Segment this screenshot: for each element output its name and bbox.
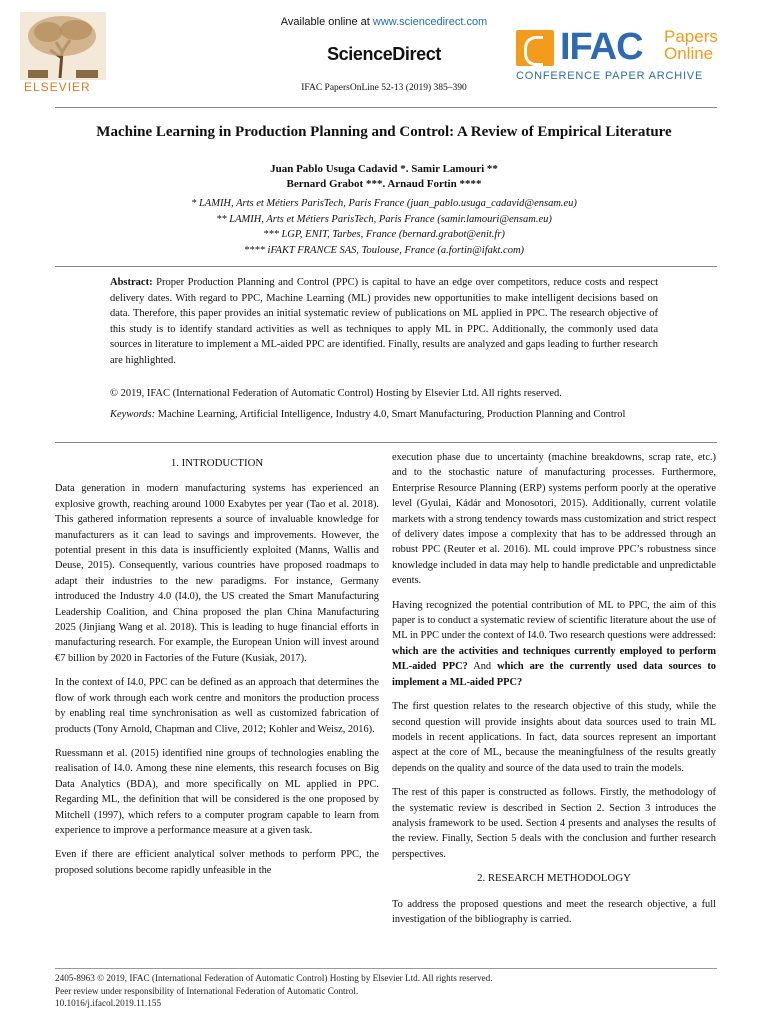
right-paragraph-2 — [392, 598, 716, 690]
footer-divider — [55, 968, 717, 969]
research-question-2: which are the currently used data sources to implement a ML-aided PPC? — [392, 661, 716, 688]
keywords-text: Machine Learning, Artificial Intelligence, Industry 4.0, Smart Manufacturing, Production Planning and Control — [155, 409, 626, 420]
intro-paragraph-4: Even if there are efficient analytical solver methods to perform PPC, the proposed solutions become rapidly unfeasible in the — [55, 849, 379, 876]
footer-copyright: 2405-8963 © 2019, IFAC (International Federation of Automatic Control) Hosting by Elsevier Ltd. All rights reserved. — [55, 973, 493, 983]
sciencedirect-logo: ScienceDirect — [327, 44, 441, 64]
affiliation-4: **** iFAKT FRANCE SAS, Toulouse, France (a.fortin@ifakt.com) — [243, 244, 525, 256]
journal-citation: IFAC PapersOnLine 52-13 (2019) 385–390 — [301, 83, 467, 93]
keywords-bottom-rule — [55, 442, 717, 443]
intro-paragraph-2: In the context of I4.0, PPC can be defined as an approach that determines the flow of work through each work centre and monitors the production process by enabling real time synchronisation as well as customized fabrication of products (Tony Arnold, Chapman and Clive, 2012; Kohler and Weisz, 2016). — [55, 677, 379, 735]
footer-peer-review: Peer review under responsibility of International Federation of Automatic Control. — [55, 985, 359, 996]
conference-archive-text: CONFERENCE PAPER ARCHIVE — [516, 70, 704, 82]
right-column — [392, 450, 716, 936]
keywords — [110, 407, 658, 423]
p2-mid: And — [467, 661, 498, 673]
affiliations — [0, 196, 768, 258]
left-column — [55, 450, 379, 887]
ifac-papersonline-logo — [516, 28, 752, 88]
intro-paragraph-3: Ruessmann et al. (2015) identified nine groups of technologies enabling the realisation of I4.0. Among these nine elements, this research focuses on Big Data Analytics (BDA), and more specifically on ML applied in PPC. Regarding ML, the definition that will be considered is the one proposed by Mitchell (1997), which refers to a computer program capable to learn from experience to improve a performance measure at a given task. — [55, 747, 379, 836]
affiliation-2: ** LAMIH, Arts et Métiers ParisTech, Paris France (samir.lamouri@ensam.eu) — [216, 213, 552, 225]
elsevier-wordmark: ELSEVIER — [24, 80, 91, 94]
section-1-heading: 1. INTRODUCTION — [170, 457, 264, 469]
right-paragraph-3: The first question relates to the research objective of this study, while the second question will provide insights about data sources used to train ML models in recent applications. In fact, data sources represent an important aspect at the core of ML, because the meaningfulness of the results greatly depends on the quality and source of the data used to train the models. — [392, 701, 716, 774]
affiliation-3: *** LGP, ENIT, Tarbes, France (bernard.grabot@enit.fr) — [263, 229, 505, 240]
abstract-text: Proper Production Planning and Control (PPC) is capital to have an edge over competitors, reduce costs and respect delivery dates. With regard to PPC, Machine Learning (ML) provides new opportunities to make intelligent decisions based on data. Therefore, this paper provides an initial systematic review of publications on ML applied in PPC. The research objective of this study is to identify standard activities as well as techniques to apply ML in PPC. Additionally, the commonly used data sources in literature to implement a ML-aided PPC are identified. Finally, results are analyzed and gaps leading to further research are highlighted. — [110, 277, 658, 366]
affiliation-1: * LAMIH, Arts et Métiers ParisTech, Paris France (juan_pablo.usuga_cadavid@ensam.eu) — [191, 198, 577, 209]
right-paragraph-5: To address the proposed questions and meet the research objective, a full investigation of the bibliography is carried. — [392, 898, 716, 925]
abstract-top-rule — [55, 266, 717, 267]
section-2-heading: 2. RESEARCH METHODOLOGY — [477, 872, 631, 885]
abstract-label: Abstract: — [110, 277, 153, 288]
sciencedirect-link[interactable]: www.sciencedirect.com — [372, 16, 488, 28]
papers-online-text — [664, 28, 718, 62]
copyright-notice: © 2019, IFAC (International Federation of Automatic Control) Hosting by Elsevier Ltd. All rights reserved. — [110, 388, 562, 399]
footer-doi[interactable]: 10.1016/j.ifacol.2019.11.155 — [55, 998, 162, 1008]
authors-line-1: Juan Pablo Usuga Cadavid *. Samir Lamouri ** — [270, 163, 498, 175]
paper-title: Machine Learning in Production Planning and Control: A Review of Empirical Literature — [96, 124, 672, 140]
right-paragraph-4: The rest of this paper is constructed as follows. Firstly, the methodology of the systematic review is described in Section 2. Section 3 introduces the analysis framework to be used. Section 4 presents and analyses the results of the review. Finally, Section 5 deals with the conclusion and further research perspectives. — [392, 787, 716, 860]
right-paragraph-1: execution phase due to uncertainty (machine breakdowns, scrap rate, etc.) and to the stochastic nature of manufacturing processes. Furthermore, Enterprise Resource Planning (ERP) systems perform poorly at the operative level (Gyulai, Kádár and Monosotori, 2015). Additionally, current volatile markets with a strong tendency towards mass customization and strict respect of delivery dates impose a complexity that has to be addressed through an robust PPC (Reuter et al. 2016). ML could improve PPC’s robustness since knowledge included in data may help to handle predictable and unpredictable events. — [392, 452, 716, 587]
ifac-wordmark: IFAC — [560, 26, 643, 68]
page-footer — [55, 972, 717, 1010]
intro-paragraph-1: Data generation in modern manufacturing systems has experienced an explosive growth, reaching around 1000 Exabytes per year (Tao et al. 2018). This gathered information represents a source of invaluable knowledge for manufacturers as it can lead to savings and improvements. However, the potential present in this data is insufficiently exploited (Manns, Wallis and Deuse, 2015). Consequently, various countries have proposed roadmaps to adapt their industries to the new paradigms. For instance, Germany introduced the Industry 4.0 (I4.0), the US created the Smart Manufacturing Leadership Coalition, and China proposed the plan China Manufacturing 2025 (Jinjiang Wang et al. 2018). This is leading to huge financial efforts in manufacturing research. For example, the European Union will invest around €7 billion by 2020 in Factories of the Future (Kusiak, 2017). — [55, 483, 379, 664]
authors-line-2: Bernard Grabot ***. Arnaud Fortin **** — [286, 178, 482, 190]
header-divider — [55, 107, 717, 108]
online-word: Online — [664, 44, 714, 63]
research-question-1: which are the activities and techniques currently employed to perform ML-aided PPC? — [392, 645, 716, 673]
abstract — [110, 275, 658, 369]
author-list — [0, 162, 768, 192]
papers-word: Papers — [664, 27, 718, 46]
available-online — [0, 16, 768, 28]
available-prefix: Available online at — [280, 16, 373, 28]
ifac-mark-icon — [516, 30, 554, 66]
p2-start: Having recognized the potential contribution of ML to PPC, the aim of this paper is to conduct a systematic review of scientific literature about the use of ML in PPC under the context of I4.0. Two research questions were addressed: — [392, 599, 717, 642]
keywords-label: Keywords: — [110, 409, 156, 420]
